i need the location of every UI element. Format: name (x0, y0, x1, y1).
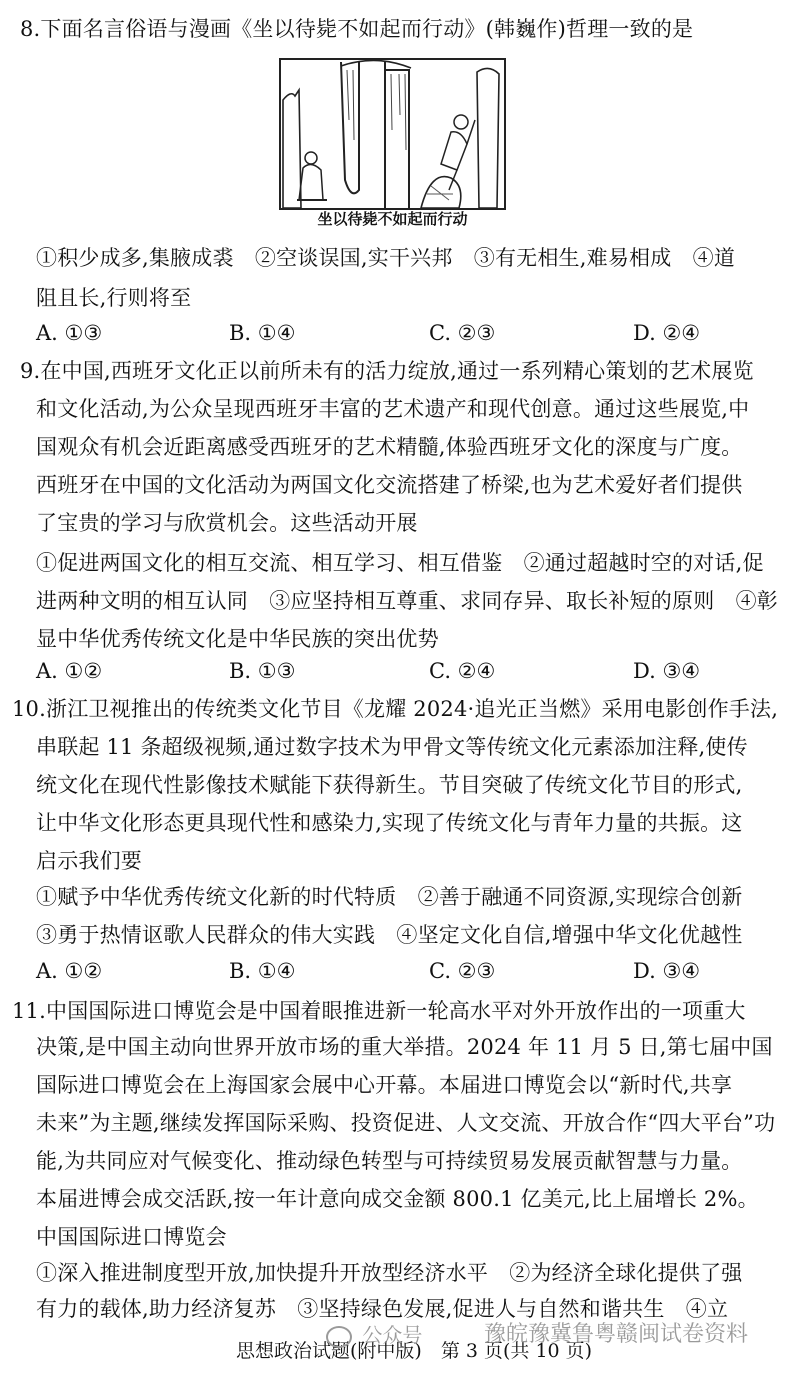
q10-line-6: ①赋予中华优秀传统文化新的时代特质 ②善于融通不同资源,实现综合创新 (36, 885, 743, 909)
wechat-icon (326, 1326, 352, 1348)
q10-line-3: 统文化在现代性影像技术赋能下获得新生。节目突破了传统文化节目的形式, (36, 773, 743, 797)
q11-line-9: 有力的载体,助力经济复苏 ③坚持绿色发展,促进人与自然和谐共生 ④立 (36, 1297, 729, 1321)
q9-option-a[interactable]: A. ①② (36, 659, 103, 683)
q9-line-3: 国观众有机会近距离感受西班牙的艺术精髓,体验西班牙文化的深度与广度。 (36, 435, 743, 459)
q9-option-d[interactable]: D. ③④ (633, 659, 701, 683)
q11-line-1: 11.中国国际进口博览会是中国着眼推进新一轮高水平对外开放作出的一项重大 (12, 999, 746, 1023)
q10-line-7: ③勇于热情讴歌人民群众的伟大实践 ④坚定文化自信,增强中华文化优越性 (36, 923, 743, 947)
q9-line-2: 和文化活动,为公众呈现西班牙丰富的艺术遗产和现代创意。通过这些展览,中 (36, 397, 750, 421)
q8-option-a[interactable]: A. ①③ (36, 321, 103, 345)
q8-option-c[interactable]: C. ②③ (429, 321, 496, 345)
q9-option-b[interactable]: B. ①③ (229, 659, 296, 683)
q11-line-5: 能,为共同应对气候变化、推动绿色转型与可持续贸易发展贡献智慧与力量。 (36, 1149, 743, 1173)
comic-drawing-icon (281, 60, 504, 208)
page-footer (0, 1322, 800, 1374)
q11-line-2: 决策,是中国主动向世界开放市场的重大举措。2024 年 11 月 5 日,第七届中国 (36, 1035, 773, 1059)
q8-option-d[interactable]: D. ②④ (633, 321, 701, 345)
q9-line-5: 了宝贵的学习与欣赏机会。这些活动开展 (36, 511, 418, 535)
q10-line-4: 让中华文化形态更具现代性和感染力,实现了传统文化与青年力量的共振。这 (36, 811, 743, 835)
q11-line-4: 未来”为主题,继续发挥国际采购、投资促进、人文交流、开放合作“四大平台”功 (36, 1111, 776, 1135)
q11-line-7: 中国国际进口博览会 (36, 1225, 227, 1249)
q8-choices-line2: 阻且长,行则将至 (36, 286, 192, 310)
comic-caption: 坐以待毙不如起而行动 (317, 210, 468, 228)
q8-stem: 8.下面名言俗语与漫画《坐以待毙不如起而行动》(韩巍作)哲理一致的是 (20, 17, 694, 41)
q11-line-3: 国际进口博览会在上海国家会展中心开幕。本届进口博览会以“新时代,共享 (36, 1073, 733, 1097)
q10-option-a[interactable]: A. ①② (36, 959, 103, 983)
q11-line-8: ①深入推进制度型开放,加快提升开放型经济水平 ②为经济全球化提供了强 (36, 1261, 743, 1285)
watermark-left-label: 公众号 (362, 1323, 423, 1347)
footer-text: 思想政治试题(附中版) 第 3 页(共 10 页) (236, 1340, 593, 1362)
q10-option-c[interactable]: C. ②③ (429, 959, 496, 983)
q9-line-8: 显中华优秀传统文化是中华民族的突出优势 (36, 627, 439, 651)
q9-option-c[interactable]: C. ②④ (429, 659, 496, 683)
q10-line-1: 10.浙江卫视推出的传统类文化节目《龙耀 2024·追光正当燃》采用电影创作手法, (12, 697, 779, 721)
q10-line-2: 串联起 11 条超级视频,通过数字技术为甲骨文等传统文化元素添加注释,使传 (36, 735, 748, 759)
q10-line-5: 启示我们要 (36, 849, 142, 873)
q8-choices-line1: ①积少成多,集腋成裘 ②空谈误国,实干兴邦 ③有无相生,难易相成 ④道 (36, 246, 736, 270)
q9-line-6: ①促进两国文化的相互交流、相互学习、相互借鉴 ②通过超越时空的对话,促 (36, 551, 764, 575)
q8-option-b[interactable]: B. ①④ (229, 321, 296, 345)
q9-line-1: 9.在中国,西班牙文化正以前所未有的活力绽放,通过一系列精心策划的艺术展览 (20, 359, 754, 383)
q10-option-d[interactable]: D. ③④ (633, 959, 701, 983)
q11-line-6: 本届进博会成交活跃,按一年计意向成交金额 800.1 亿美元,比上届增长 2%。 (36, 1187, 759, 1211)
q10-option-b[interactable]: B. ①④ (229, 959, 296, 983)
watermark-right: 豫皖豫冀鲁粤赣闽试卷资料 (484, 1322, 749, 1347)
q9-line-7: 进两种文明的相互认同 ③应坚持相互尊重、求同存异、取长补短的原则 ④彰 (36, 589, 778, 613)
comic-illustration (279, 58, 506, 210)
q9-line-4: 西班牙在中国的文化活动为两国文化交流搭建了桥梁,也为艺术爱好者们提供 (36, 473, 743, 497)
watermark-left (326, 1320, 422, 1350)
